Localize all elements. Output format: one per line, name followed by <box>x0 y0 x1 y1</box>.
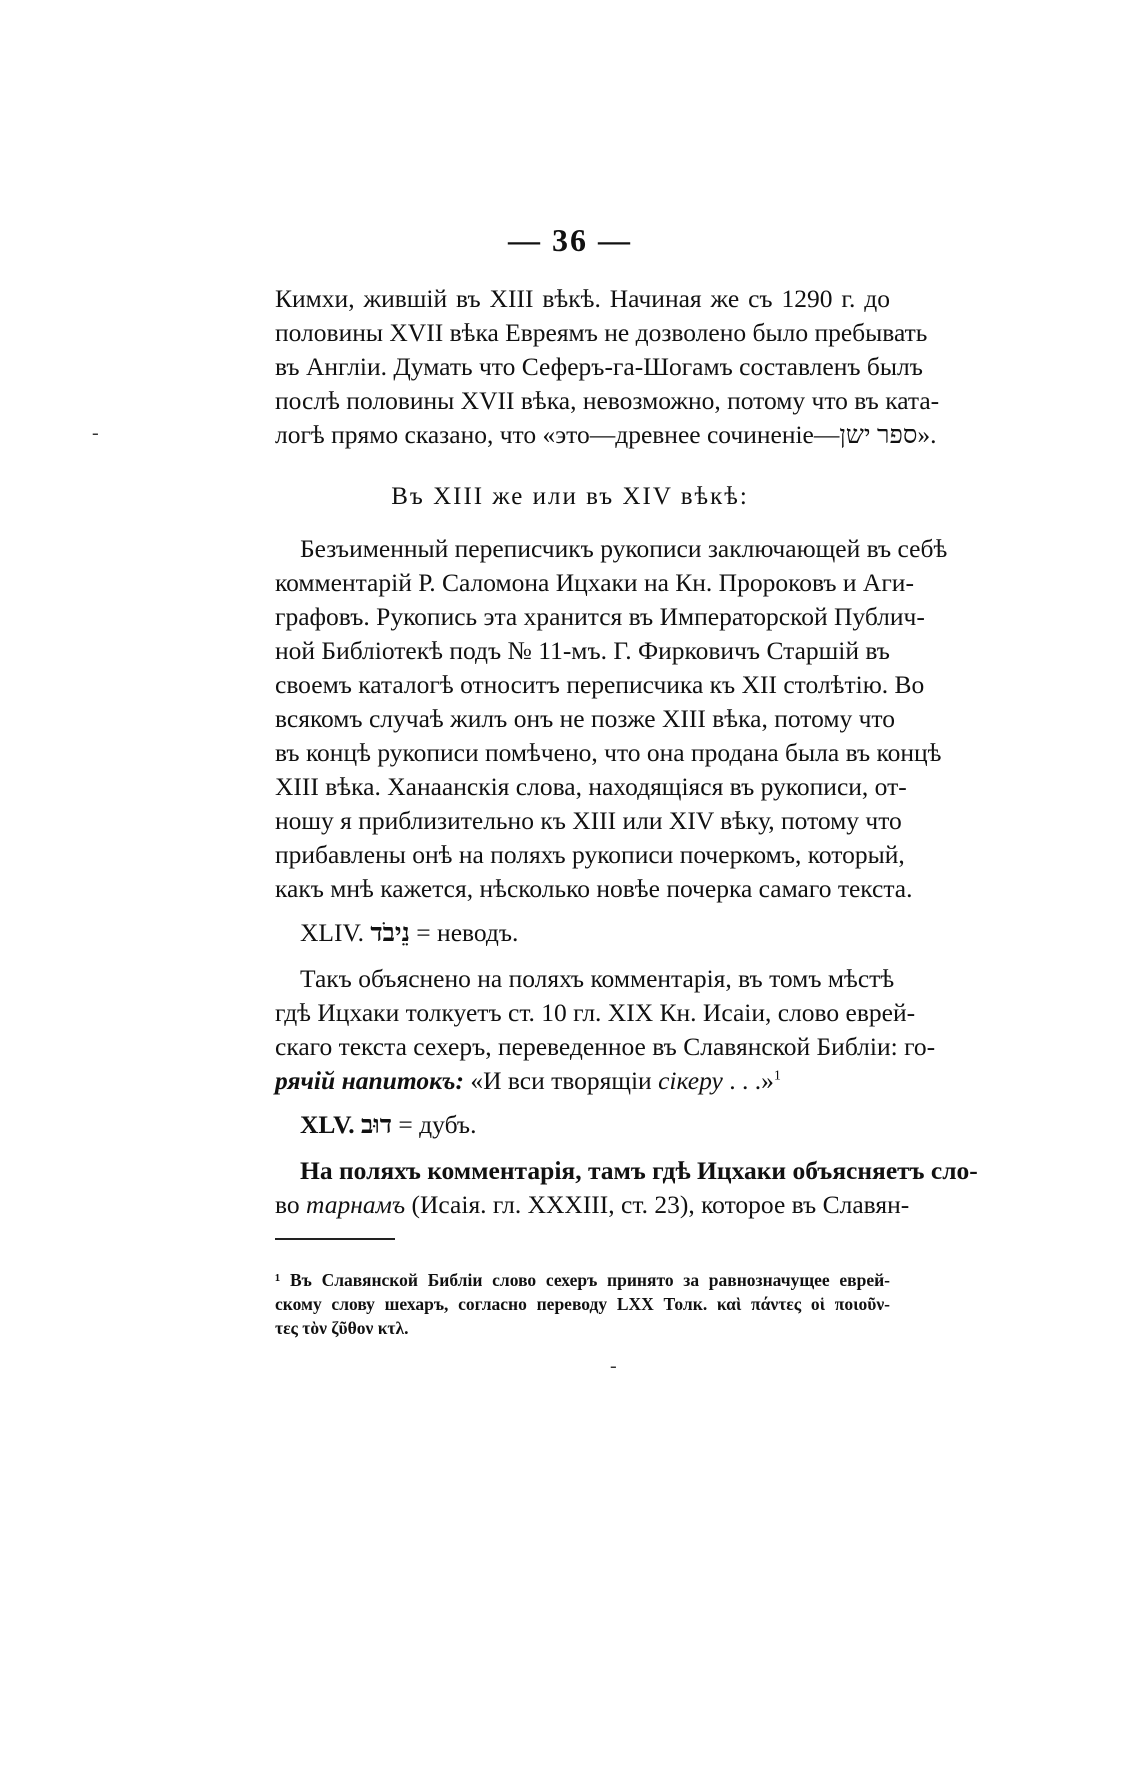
text-line: Такъ объяснено на поляхъ комментарія, въ томъ мѣстѣ <box>300 964 895 993</box>
entry-xlv <box>300 1108 476 1142</box>
entry-translation: = неводъ. <box>416 918 519 947</box>
entry-number: XLIV. <box>300 918 364 947</box>
italic-phrase: рячій напитокъ: <box>275 1066 464 1095</box>
text-line: XIII вѣка. Ханаанскія слова, находящіяся въ рукописи, от- <box>275 772 907 801</box>
scan-speck: - <box>92 422 99 444</box>
italic-word: сікеру <box>658 1066 723 1095</box>
footnote-line: τες τὸν ζῦθον κτλ. <box>275 1318 409 1338</box>
text-line: въ Англіи. Думать что Сеферъ-га-Шогамъ составленъ былъ <box>275 352 923 381</box>
hebrew-word: נֵיבֹד <box>370 918 410 947</box>
text-line: графовъ. Рукопись эта хранится въ Императорской Публич- <box>275 602 925 631</box>
text-line <box>275 1188 910 1222</box>
text-span: «И вси творящіи <box>463 1066 659 1095</box>
text-line: въ концѣ рукописи помѣчено, что она продана была въ концѣ <box>275 738 942 767</box>
text-line: послѣ половины XVII вѣка, невозможно, потому что въ ката- <box>275 386 940 415</box>
footnote-ref: 1 <box>773 1068 781 1084</box>
page-number: — 36 — <box>508 222 632 258</box>
text-span: (Исаія. гл. XXXIII, ст. 23), которое въ Славян- <box>405 1190 910 1219</box>
italic-word: тарнамъ <box>306 1190 406 1219</box>
footnote-divider <box>275 1238 395 1240</box>
hebrew-word: דוּב <box>360 1110 393 1139</box>
footnote-line: ¹ Въ Славянской Библіи слово сехеръ принято за равнозначущее еврей- <box>275 1270 890 1290</box>
text-line <box>275 1064 890 1098</box>
text-line: скаго текста сехеръ, переведенное въ Славянской Библіи: го- <box>275 1032 936 1061</box>
text-line: комментарій Р. Саломона Ицхаки на Кн. Пророковъ и Аги- <box>275 568 914 597</box>
entry-number: XLV. <box>300 1110 355 1139</box>
text-line: ношу я приблизительно къ XIII или XIV вѣку, потому что <box>275 806 902 835</box>
text-line: Безъименный переписчикъ рукописи заключающей въ себѣ <box>300 534 948 563</box>
text-line: прибавлены онѣ на поляхъ рукописи почеркомъ, который, <box>275 840 905 869</box>
entry-translation: = дубъ. <box>398 1110 477 1139</box>
text-line: логѣ прямо сказано, что «это—древнее сочиненіе—ספר ישן». <box>275 420 937 449</box>
text-line: ной Библіотекѣ подъ № 11-мъ. Г. Фирковичъ Старшій въ <box>275 636 890 665</box>
text-span: во <box>275 1190 306 1219</box>
footnote-line: скому слову шехаръ, согласно переводу LXX Толк. καὶ πάντες οἱ ποιοῦν- <box>275 1294 890 1314</box>
text-line: своемъ каталогѣ относитъ переписчика къ XII столѣтію. Во <box>275 670 925 699</box>
text-line: всякомъ случаѣ жилъ онъ не позже XIII вѣка, потому что <box>275 704 895 733</box>
text-line: гдѣ Ицхаки толкуетъ ст. 10 гл. XIX Кн. Исаіи, слово еврей- <box>275 998 916 1027</box>
text-line: Кимхи, жившій въ XIII вѣкѣ. Начиная же съ 1290 г. до <box>275 284 890 313</box>
scan-speck: - <box>610 1355 617 1377</box>
text-line: какъ мнѣ кажется, нѣсколько новѣе почерка самаго текста. <box>275 874 913 903</box>
entry-xliv <box>300 916 518 950</box>
text-line: На поляхъ комментарія, тамъ гдѣ Ицхаки объясняетъ сло- <box>300 1156 978 1185</box>
text-line: половины XVII вѣка Евреямъ не дозволено было пребывать <box>275 318 928 347</box>
section-heading: Въ XIII же или въ XIV вѣкѣ: <box>391 483 749 510</box>
text-span: . . .» <box>722 1066 774 1095</box>
